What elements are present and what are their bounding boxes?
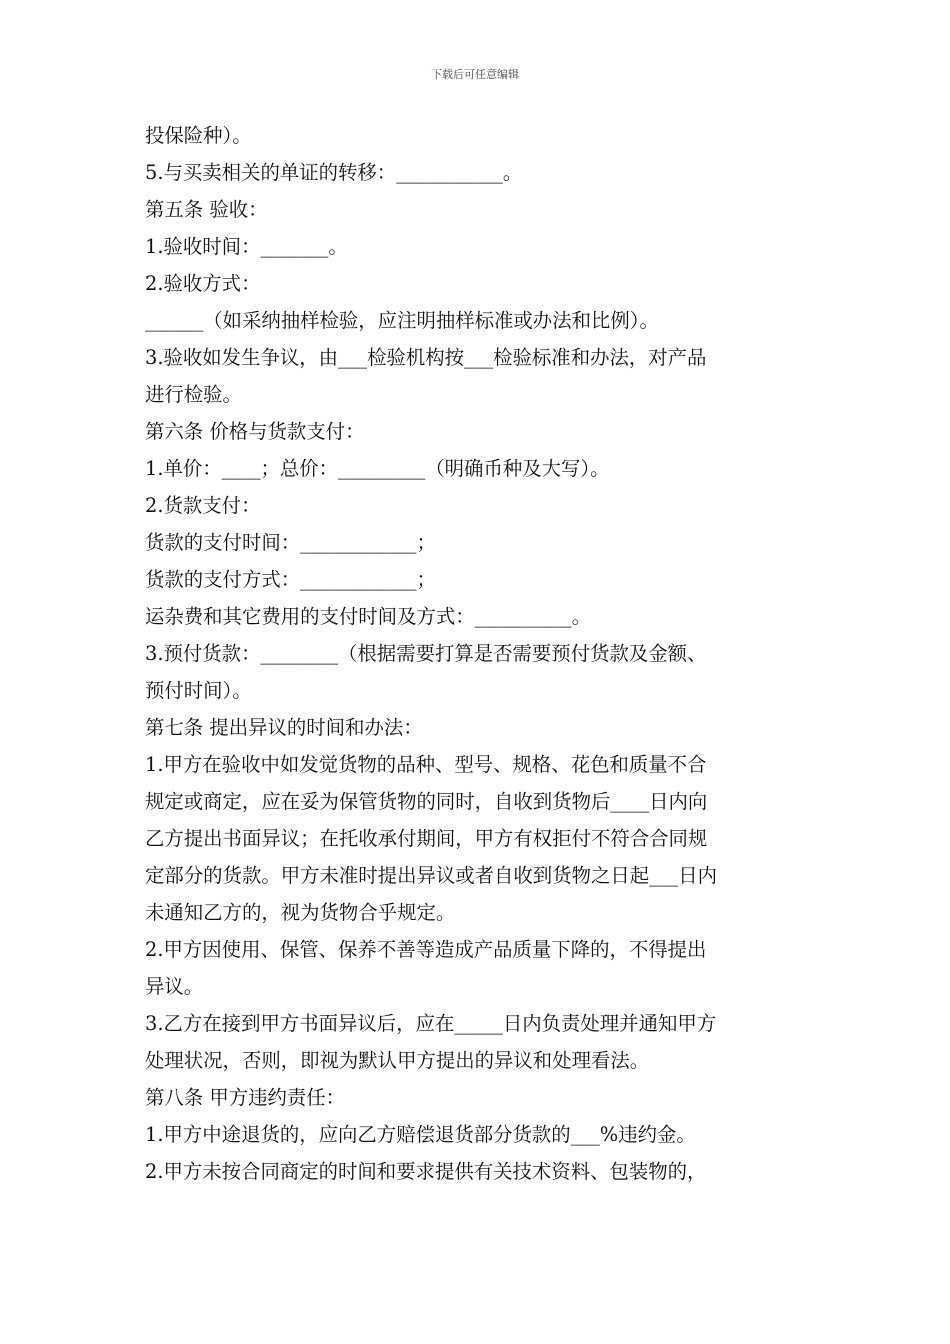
- text-line: 处理状况，否则，即视为默认甲方提出的异议和处理看法。: [145, 1049, 650, 1072]
- section-heading: 第七条 提出异议的时间和办法：: [145, 716, 423, 739]
- text-line: 1.单价：____；总价：_________（明确币种及大写）。: [145, 457, 610, 480]
- text-line: 异议。: [145, 975, 204, 998]
- text-line: 预付时间）。: [145, 679, 252, 702]
- text-line: ______（如采纳抽样检验，应注明抽样标准或办法和比例）。: [145, 309, 659, 332]
- text-line: 2.甲方因使用、保管、保养不善等造成产品质量下降的，不得提出: [145, 938, 707, 961]
- text-line: 定部分的货款。甲方未准时提出异议或者自收到货物之日起___日内: [145, 864, 718, 887]
- text-line: 规定或商定，应在妥为保管货物的同时，自收到货物后____日内向: [145, 790, 708, 813]
- text-line: 乙方提出书面异议；在托收承付期间，甲方有权拒付不符合合同规: [145, 827, 708, 850]
- text-line: 运杂费和其它费用的支付时间及方式：__________。: [145, 605, 591, 628]
- text-line: 1.甲方中途退货的，应向乙方赔偿退货部分货款的___%违约金。: [145, 1123, 696, 1146]
- text-line: 5.与买卖相关的单证的转移：___________。: [145, 161, 523, 184]
- section-heading: 第八条 甲方违约责任：: [145, 1086, 346, 1109]
- text-line: 3.预付货款：________（根据需要打算是否需要预付货款及金额、: [145, 642, 707, 665]
- text-line: 1.甲方在验收中如发觉货物的品种、型号、规格、花色和质量不合: [145, 753, 707, 776]
- text-line: 货款的支付时间：____________；: [145, 531, 436, 554]
- text-line: 投保险种）。: [145, 124, 252, 147]
- text-line: 2.甲方未按合同商定的时间和要求提供有关技术资料、包装物的，: [145, 1160, 707, 1183]
- text-line: 3.验收如发生争议，由___检验机构按___检验标准和办法，对产品: [145, 346, 707, 369]
- section-heading: 第五条 验收：: [145, 198, 268, 221]
- text-line: 2.验收方式：: [145, 272, 261, 295]
- section-heading: 第六条 价格与货款支付：: [145, 420, 365, 443]
- text-line: 2.货款支付：: [145, 494, 261, 517]
- text-line: 3.乙方在接到甲方书面异议后，应在_____日内负责处理并通知甲方: [145, 1012, 717, 1035]
- text-line: 1.验收时间：_______。: [145, 235, 348, 258]
- document-body: [145, 117, 807, 1190]
- text-line: 未通知乙方的，视为货物合乎规定。: [145, 901, 456, 924]
- page-header-note: 下载后可任意编辑: [431, 68, 519, 81]
- text-line: 进行检验。: [145, 383, 242, 406]
- text-line: 货款的支付方式：____________；: [145, 568, 436, 591]
